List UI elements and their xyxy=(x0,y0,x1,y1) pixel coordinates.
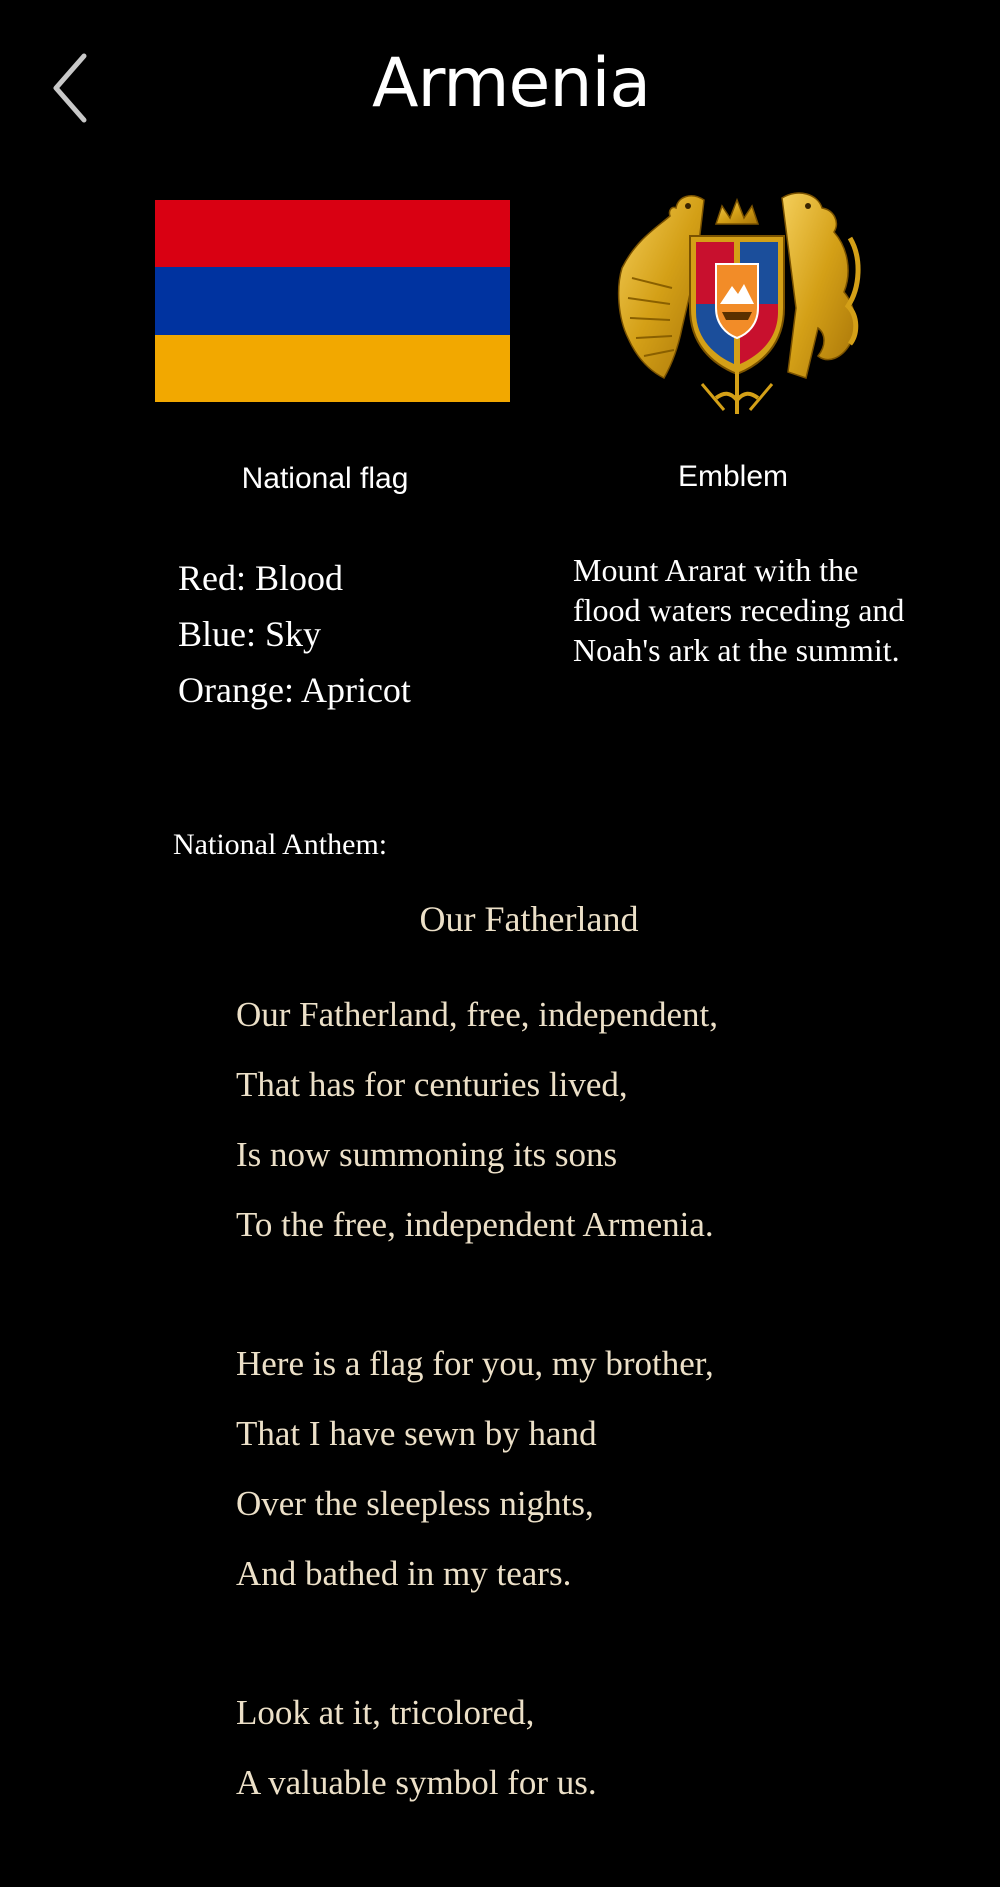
lyric-line: That I have sewn by hand xyxy=(236,1414,597,1453)
flag-color-meanings xyxy=(178,550,538,718)
national-flag xyxy=(155,200,510,402)
flag-stripe-red xyxy=(155,200,510,267)
anthem-label: National Anthem: xyxy=(173,828,388,861)
lyric-line: Our Fatherland, free, independent, xyxy=(236,995,719,1034)
lyric-line: Look at it, tricolored, xyxy=(236,1693,535,1732)
flag-stripe-blue xyxy=(155,267,510,334)
emblem-icon xyxy=(612,188,862,420)
flag-caption: National flag xyxy=(241,462,409,495)
flag-color-blue: Blue: Sky xyxy=(178,614,322,654)
flag-stripe-orange xyxy=(155,335,510,402)
lyric-line: Here is a flag for you, my brother, xyxy=(236,1344,714,1383)
emblem-caption: Emblem xyxy=(677,460,789,493)
anthem-lyrics xyxy=(236,980,956,1887)
flag-color-orange: Orange: Apricot xyxy=(178,670,411,710)
lyric-line: Is now summoning its sons xyxy=(236,1135,618,1174)
anthem-stanza xyxy=(236,1678,956,1818)
lyric-line: And bathed in my tears. xyxy=(236,1554,572,1593)
anthem-stanza xyxy=(236,980,956,1260)
lyric-line: That has for centuries lived, xyxy=(236,1065,628,1104)
lyric-line: Over the sleepless nights, xyxy=(236,1484,594,1523)
page-title: Armenia xyxy=(371,44,650,123)
header xyxy=(0,0,1000,180)
anthem-title: Our Fatherland xyxy=(419,899,639,939)
lyric-line: To the free, independent Armenia. xyxy=(236,1205,714,1244)
lyric-line: A valuable symbol for us. xyxy=(236,1763,597,1802)
flag-color-red: Red: Blood xyxy=(178,558,344,598)
emblem-description: Mount Ararat with the flood waters receding and Noah's ark at the summit. xyxy=(573,552,905,668)
anthem-stanza xyxy=(236,1329,956,1609)
